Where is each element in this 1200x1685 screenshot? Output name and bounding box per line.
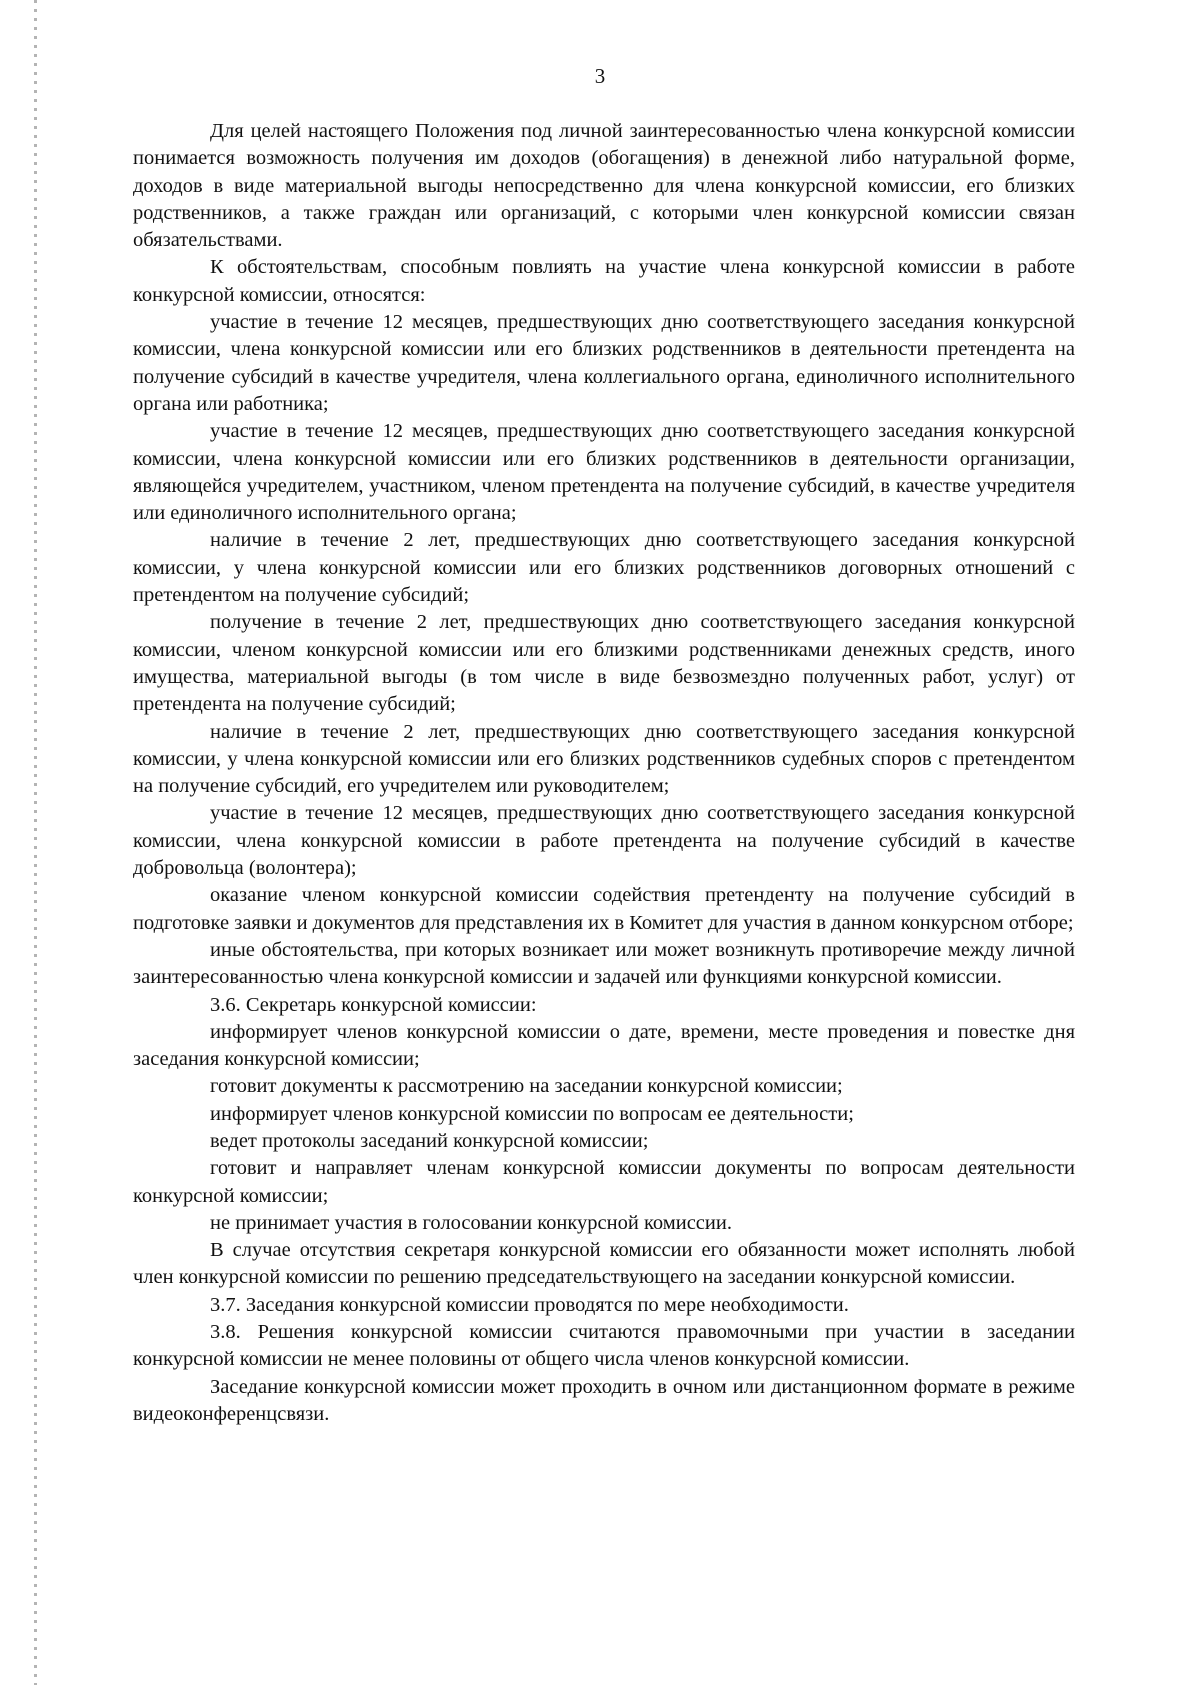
paragraph: готовит и направляет членам конкурсной комиссии документы по вопросам деятельности конкурсной комиссии; [133, 1157, 1075, 1207]
section-heading-3-6: 3.6. Секретарь конкурсной комиссии: [210, 993, 537, 1016]
paragraph: участие в течение 12 месяцев, предшествующих дню соответствующего заседания конкурсной комиссии, члена конкурсной комиссии или его близких родственников в деятельности организации, являющейся учредителем, участником, членом претендента на получение субсидий, в качестве учредителя или единоличного исполнительного органа; [133, 420, 1075, 525]
paragraph: В случае отсутствия секретаря конкурсной комиссии его обязанности может исполнять любой член конкурсной комиссии по решению председательствующего на заседании конкурсной комиссии. [133, 1239, 1075, 1289]
paragraph: участие в течение 12 месяцев, предшествующих дню соответствующего заседания конкурсной комиссии, члена конкурсной комиссии в работе претендента на получение субсидий в качестве добровольца (волонтера); [133, 802, 1075, 880]
section-3-7: 3.7. Заседания конкурсной комиссии проводятся по мере необходимости. [210, 1293, 849, 1316]
paragraph: К обстоятельствам, способным повлиять на участие члена конкурсной комиссии в работе конкурсной комиссии, относятся: [133, 256, 1075, 306]
section-3-8: 3.8. Решения конкурсной комиссии считаются правомочными при участии в заседании конкурсной комиссии не менее половины от общего числа членов конкурсной комиссии. [133, 1321, 1075, 1371]
page-number: 3 [594, 64, 606, 88]
paragraph: получение в течение 2 лет, предшествующих дню соответствующего заседания конкурсной комиссии, членом конкурсной комиссии или его близкими родственниками денежных средств, иного имущества, материальной выгоды (в том числе в виде безвозмездно полученных работ, услуг) от претендента на получение субсидий; [133, 611, 1075, 716]
document-body [133, 118, 1075, 1428]
paragraph: наличие в течение 2 лет, предшествующих дню соответствующего заседания конкурсной комиссии, у члена конкурсной комиссии или его близких родственников судебных споров с претендентом на получение субсидий, его учредителем или руководителем; [133, 720, 1075, 798]
paragraph: Для целей настоящего Положения под личной заинтересованностью члена конкурсной комиссии понимается возможность получения им доходов (обогащения) в денежной либо натуральной форме, доходов в виде материальной выгоды непосредственно для члена конкурсной комиссии, его близких родственников, а также граждан или организаций, с которыми член конкурсной комиссии связан обязательствами. [133, 120, 1075, 252]
paragraph: иные обстоятельства, при которых возникает или может возникнуть противоречие между личной заинтересованностью члена конкурсной комиссии и задачей или функциями конкурсной комиссии. [133, 938, 1075, 989]
paragraph: информирует членов конкурсной комиссии о дате, времени, месте проведения и повестке дня заседания конкурсной комиссии; [133, 1020, 1075, 1071]
paragraph: участие в течение 12 месяцев, предшествующих дню соответствующего заседания конкурсной комиссии, члена конкурсной комиссии или его близких родственников в деятельности претендента на получение субсидий в качестве учредителя, члена коллегиального органа, единоличного исполнительного органа или работника; [133, 311, 1075, 415]
paragraph: ведет протоколы заседаний конкурсной комиссии; [210, 1129, 649, 1152]
paragraph: оказание членом конкурсной комиссии содействия претенденту на получение субсидий в подготовке заявки и документов для представления их в Комитет для участия в данном конкурсном отборе; [133, 884, 1075, 934]
paragraph: информирует членов конкурсной комиссии по вопросам ее деятельности; [210, 1102, 854, 1125]
paragraph: не принимает участия в голосовании конкурсной комиссии. [210, 1211, 732, 1234]
paragraph: наличие в течение 2 лет, предшествующих дню соответствующего заседания конкурсной комиссии, у члена конкурсной комиссии или его близких родственников договорных отношений с претендентом на получение субсидий; [133, 529, 1075, 607]
paragraph: готовит документы к рассмотрению на заседании конкурсной комиссии; [210, 1075, 843, 1098]
scan-binding-edge [34, 0, 37, 1685]
paragraph: Заседание конкурсной комиссии может проходить в очном или дистанционном формате в режиме видеоконференцсвязи. [133, 1375, 1075, 1425]
